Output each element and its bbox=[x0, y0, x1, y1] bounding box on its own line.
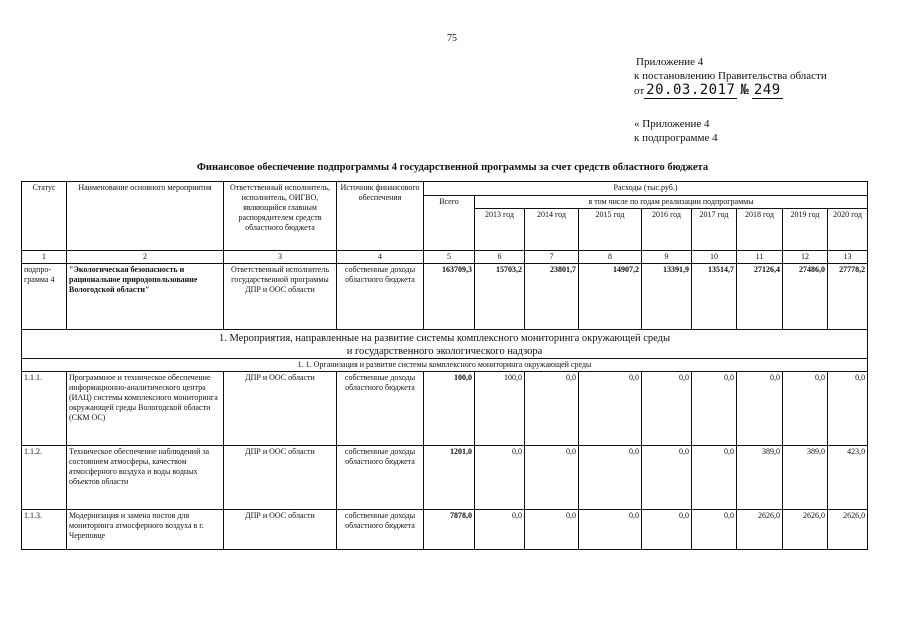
row-name: Программное и техническое обеспечение информационно-аналитического центра (ИАЦ) системы комплексного мониторинга окружающей среды Вологодской области (СКМ ОС) bbox=[67, 372, 224, 446]
row-executor: ДПР и ООС области bbox=[224, 446, 337, 510]
table-row bbox=[22, 446, 868, 510]
header-year: 2013 год bbox=[475, 209, 525, 251]
row-source: собственные доходы областного бюджета bbox=[337, 372, 424, 446]
row-value: 2626,0 bbox=[737, 510, 783, 550]
header-total: Всего bbox=[424, 196, 475, 251]
header-row-1 bbox=[22, 182, 868, 196]
finance-table bbox=[21, 181, 868, 550]
header-source: Источник финансового обеспечения bbox=[337, 182, 424, 251]
program-row bbox=[22, 264, 868, 330]
row-value: 0,0 bbox=[692, 446, 737, 510]
row-name: Модернизация и замена постов для мониторинга атмосферного воздуха в г. Череповце bbox=[67, 510, 224, 550]
program-value: 13391,9 bbox=[642, 264, 692, 330]
row-value: 0,0 bbox=[642, 446, 692, 510]
col-number: 8 bbox=[579, 251, 642, 264]
row-code: 1.1.2. bbox=[22, 446, 67, 510]
table-row bbox=[22, 372, 868, 446]
row-value: 0,0 bbox=[783, 372, 828, 446]
header-status: Статус bbox=[22, 182, 67, 251]
program-value: 27778,2 bbox=[828, 264, 868, 330]
header-year: 2020 год bbox=[828, 209, 868, 251]
row-value: 7878,0 bbox=[424, 510, 475, 550]
col-number: 4 bbox=[337, 251, 424, 264]
header-name: Наименование основного мероприятия bbox=[67, 182, 224, 251]
sub-appendix-block bbox=[634, 117, 718, 145]
row-executor: ДПР и ООС области bbox=[224, 372, 337, 446]
program-source: собственные доходы областного бюджета bbox=[337, 264, 424, 330]
section-row bbox=[22, 330, 868, 359]
row-value: 0,0 bbox=[525, 510, 579, 550]
decree-number: 249 bbox=[753, 82, 781, 98]
col-number: 13 bbox=[828, 251, 868, 264]
header-year: 2015 год bbox=[579, 209, 642, 251]
row-value: 0,0 bbox=[828, 372, 868, 446]
row-value: 0,0 bbox=[475, 510, 525, 550]
subsection-row bbox=[22, 359, 868, 372]
header-year: 2018 год bbox=[737, 209, 783, 251]
page-number: 75 bbox=[447, 33, 457, 44]
header-executor: Ответственный исполнитель, исполнитель, ОИГВО, являющийся главным распорядителем средств областного бюджета bbox=[224, 182, 337, 251]
row-value: 0,0 bbox=[579, 446, 642, 510]
row-executor: ДПР и ООС области bbox=[224, 510, 337, 550]
row-source: собственные доходы областного бюджета bbox=[337, 446, 424, 510]
col-number: 1 bbox=[22, 251, 67, 264]
table-row bbox=[22, 510, 868, 550]
row-value: 389,0 bbox=[783, 446, 828, 510]
col-number: 10 bbox=[692, 251, 737, 264]
row-value: 0,0 bbox=[692, 372, 737, 446]
program-value: 27126,4 bbox=[737, 264, 783, 330]
col-number: 9 bbox=[642, 251, 692, 264]
appendix-title: Приложение 4 bbox=[636, 56, 704, 68]
row-value: 0,0 bbox=[525, 446, 579, 510]
row-value: 423,0 bbox=[828, 446, 868, 510]
row-value: 0,0 bbox=[692, 510, 737, 550]
row-value: 0,0 bbox=[642, 372, 692, 446]
col-number: 5 bbox=[424, 251, 475, 264]
header-expenses: Расходы (тыс.руб.) bbox=[424, 182, 868, 196]
appendix-block bbox=[634, 55, 827, 98]
section-title-line-1: 1. Мероприятия, направленные на развитие системы комплексного мониторинга окружающей среды bbox=[218, 333, 671, 344]
column-number-row bbox=[22, 251, 868, 264]
row-value: 0,0 bbox=[642, 510, 692, 550]
header-year: 2016 год bbox=[642, 209, 692, 251]
header-year: 2017 год bbox=[692, 209, 737, 251]
row-code: 1.1.1. bbox=[22, 372, 67, 446]
decree-date: 20.03.2017 bbox=[646, 82, 736, 98]
row-value: 389,0 bbox=[737, 446, 783, 510]
col-number: 6 bbox=[475, 251, 525, 264]
row-value: 100,0 bbox=[424, 372, 475, 446]
col-number: 2 bbox=[67, 251, 224, 264]
row-value: 0,0 bbox=[737, 372, 783, 446]
col-number: 11 bbox=[737, 251, 783, 264]
row-value: 100,0 bbox=[475, 372, 525, 446]
program-value: 27486,0 bbox=[783, 264, 828, 330]
row-value: 0,0 bbox=[525, 372, 579, 446]
row-value: 0,0 bbox=[475, 446, 525, 510]
col-number: 7 bbox=[525, 251, 579, 264]
number-sign: № bbox=[740, 82, 750, 98]
program-value: 23801,7 bbox=[525, 264, 579, 330]
appendix-date-line bbox=[634, 83, 827, 98]
row-name: Техническое обеспечение наблюдений за состоянием атмосферы, качеством атмосферного воздуха и воды водных объектов области bbox=[67, 446, 224, 510]
program-executor: Ответственный исполнитель государственной программы ДПР и ООС области bbox=[224, 264, 337, 330]
row-code: 1.1.3. bbox=[22, 510, 67, 550]
date-prefix: от bbox=[634, 85, 645, 97]
program-value: 14907,2 bbox=[579, 264, 642, 330]
program-value: 13514,7 bbox=[692, 264, 737, 330]
header-year: 2019 год bbox=[783, 209, 828, 251]
subsection-title: 1. 1. Организация и развитие системы комплексного мониторинга окружающей среды bbox=[22, 359, 868, 372]
section-title-line-2: и государственного экологического надзора bbox=[346, 346, 543, 357]
program-status: подпро-грамма 4 bbox=[22, 264, 67, 330]
appendix-subtitle: к постановлению Правительства области bbox=[634, 70, 827, 82]
row-value: 0,0 bbox=[579, 372, 642, 446]
col-number: 3 bbox=[224, 251, 337, 264]
program-value: 15703,2 bbox=[475, 264, 525, 330]
sub-appendix-subtitle: к подпрограмме 4 bbox=[634, 132, 718, 144]
header-by-years: в том числе по годам реализации подпрограммы bbox=[475, 196, 868, 209]
row-value: 2626,0 bbox=[828, 510, 868, 550]
row-value: 1201,0 bbox=[424, 446, 475, 510]
section-title bbox=[22, 330, 868, 359]
row-value: 2626,0 bbox=[783, 510, 828, 550]
program-value: 163709,3 bbox=[424, 264, 475, 330]
header-year: 2014 год bbox=[525, 209, 579, 251]
col-number: 12 bbox=[783, 251, 828, 264]
program-name: "Экологическая безопасность и рациональное природопользование Вологодской области" bbox=[67, 264, 224, 330]
row-value: 0,0 bbox=[579, 510, 642, 550]
row-source: собственные доходы областного бюджета bbox=[337, 510, 424, 550]
sub-appendix-title: « Приложение 4 bbox=[634, 118, 710, 130]
document-title: Финансовое обеспечение подпрограммы 4 государственной программы за счет средств областного бюджета bbox=[196, 162, 709, 173]
